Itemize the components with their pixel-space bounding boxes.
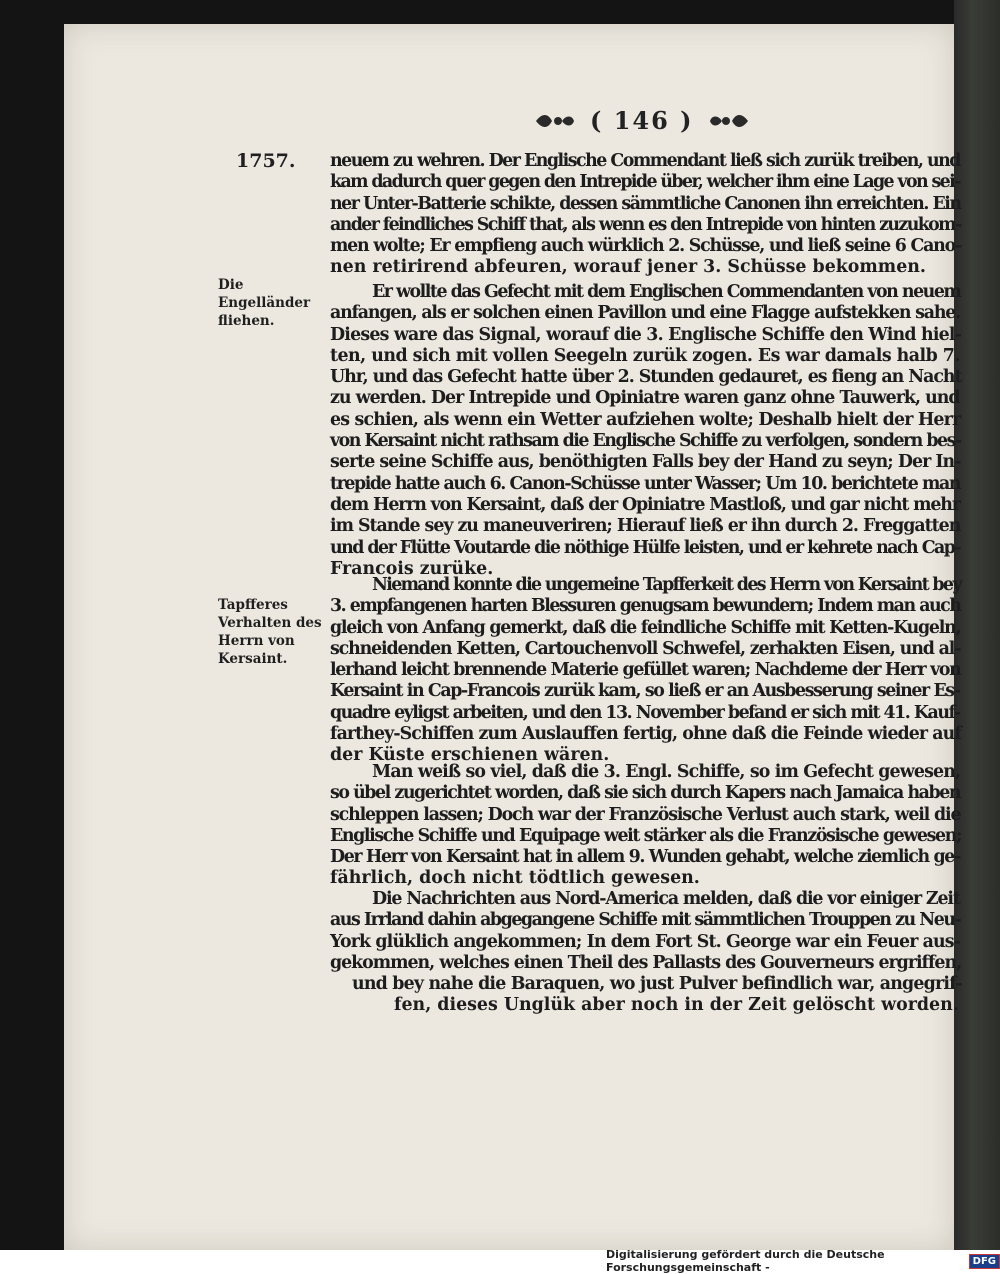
text-line: zu werden. Der Intrepide und Opiniatre waren ganz ohne Tauwerk, und [330, 388, 960, 409]
text-line: Niemand konnte die ungemeine Tapfferkeit des Herrn von Kersaint bey [372, 575, 961, 595]
text-line: farthey-Schiffen zum Auslauffen fertig, ohne daß die Feinde wieder auf [330, 724, 961, 745]
text-line: York glüklich angekommen; In dem Fort St. George war ein Feuer aus- [330, 931, 961, 952]
text-line: und bey nahe die Baraquen, wo just Pulver befindlich war, angegrif- [352, 974, 962, 995]
text-line: kam dadurch quer gegen den Intrepide über, welcher ihm eine Lage von sei- [330, 172, 960, 193]
text-line: gekommen, welches einen Theil des Pallasts des Gouverneurs ergriffen, [330, 952, 962, 973]
marginal-note: Tapfferes Verhalten des Herrn von Kersaint. [218, 597, 322, 667]
text-line: anfangen, als er solchen einen Pavillon und eine Flagge aufstekken sahe. [330, 303, 961, 324]
text-line: Francois zurüke. [330, 558, 494, 579]
text-line: gleich von Anfang gemerkt, daß die feindliche Schiffe mit Ketten-Kugeln, [330, 617, 961, 638]
text-line: 3. empfangenen harten Blessuren genugsam bewundern; Indem man auch [330, 596, 961, 617]
text-line: es schien, als wenn ein Wetter aufziehen wolte; Deshalb hielt der Herr [330, 409, 961, 430]
text-line: Die Nachrichten aus Nord-America melden, daß die vor einiger Zeit [372, 889, 960, 909]
dfg-logo[interactable]: DFG [969, 1254, 1000, 1269]
text-line: dem Herrn von Kersaint, daß der Opiniatre Mastloß, und gar nicht mehr [330, 494, 960, 515]
text-line: Der Herr von Kersaint hat in allem 9. Wunden gehabt, welche ziemlich ge- [330, 847, 960, 868]
text-line: fährlich, doch nicht tödtlich gewesen. [330, 868, 700, 889]
text-line: so übel zugerichtet worden, daß sie sich durch Kapers nach Jamaica haben [330, 783, 961, 804]
text-line: Kersaint in Cap-Francois zurük kam, so ließ er an Ausbesserung seiner Es- [330, 681, 960, 702]
text-line: trepide hatte auch 6. Canon-Schüsse unter Wasser; Um 10. berichtete man [330, 473, 961, 494]
text-line: ander feindliches Schiff that, als wenn es den Intrepide von hinten zuzukom- [330, 214, 961, 235]
text-line: Man weiß so viel, daß die 3. Engl. Schiffe, so im Gefecht gewesen, [372, 762, 961, 782]
digitization-credit [606, 1248, 1000, 1274]
text-line: und der Flütte Voutarde die nöthige Hülfe leisten, und er kehrete nach Cap- [330, 537, 961, 558]
text-line: im Stande sey zu maneuveriren; Hierauf ließ er ihn durch 2. Freggatten [330, 516, 961, 537]
text-line: Er wollte das Gefecht mit dem Englischen Commendanten von neuem [372, 282, 961, 302]
text-line: schleppen lassen; Doch war der Französische Verlust auch stark, weil die [330, 804, 961, 825]
text-line: schneidenden Ketten, Cartouchenvoll Schwefel, zerhakten Eisen, und al- [330, 638, 961, 659]
page-header [534, 106, 750, 135]
page-number: ( 146 ) [590, 106, 694, 135]
floral-ornament-icon [534, 110, 576, 132]
text-line: quadre eyligst arbeiten, und den 13. November befand er sich mit 41. Kauf- [330, 702, 960, 723]
margin-year: 1757. [236, 150, 296, 172]
text-line: men wolte; Er empfieng auch würklich 2. Schüsse, und ließ seine 6 Cano- [330, 236, 961, 257]
text-line: ner Unter-Batterie schikte, dessen sämmtliche Canonen ihn erreichten. Ein [330, 193, 961, 214]
text-line: serte seine Schiffe aus, benöthigten Falls bey der Hand zu seyn; Der In- [330, 452, 961, 473]
text-line: Englische Schiffe und Equipage weit stärker als die Französische gewesen; [330, 825, 961, 846]
text-line: fen, dieses Unglük aber noch in der Zeit gelöscht worden. [394, 995, 959, 1016]
paragraph [330, 889, 960, 1017]
credit-text: Digitalisierung gefördert durch die Deutsche Forschungsgemeinschaft - [606, 1248, 885, 1274]
text-line: Uhr, und das Gefecht hatte über 2. Stunden gedauret, es fieng an Nacht [330, 367, 962, 388]
book-page-edge [954, 0, 1000, 1250]
text-line: der Küste erschienen wären. [330, 745, 610, 766]
text-line: neuem zu wehren. Der Englische Commendant ließ sich zurük treiben, und [330, 151, 960, 171]
marginal-note: Die Engelländer fliehen. [218, 277, 311, 329]
text-line: Dieses ware das Signal, worauf die 3. Englische Schiffe den Wind hiel- [330, 324, 962, 345]
text-line: nen retirirend abfeuren, worauf jener 3. Schüsse bekommen. [330, 257, 926, 278]
paragraph [330, 151, 960, 279]
text-line: von Kersaint nicht rathsam die Englische Schiffe zu verfolgen, sondern bes- [330, 431, 961, 452]
paragraph [330, 762, 960, 890]
text-line: aus Irrland dahin abgegangene Schiffe mit sämmtlichen Trouppen zu Neu- [330, 910, 961, 931]
text-line: lerhand leicht brennende Materie gefüllet waren; Nachdeme der Herr von [330, 660, 961, 681]
text-line: ten, und sich mit vollen Seegeln zurük zogen. Es war damals halb 7. [330, 345, 960, 366]
paragraph [330, 282, 960, 580]
paragraph [330, 575, 960, 767]
floral-ornament-icon [708, 110, 750, 132]
